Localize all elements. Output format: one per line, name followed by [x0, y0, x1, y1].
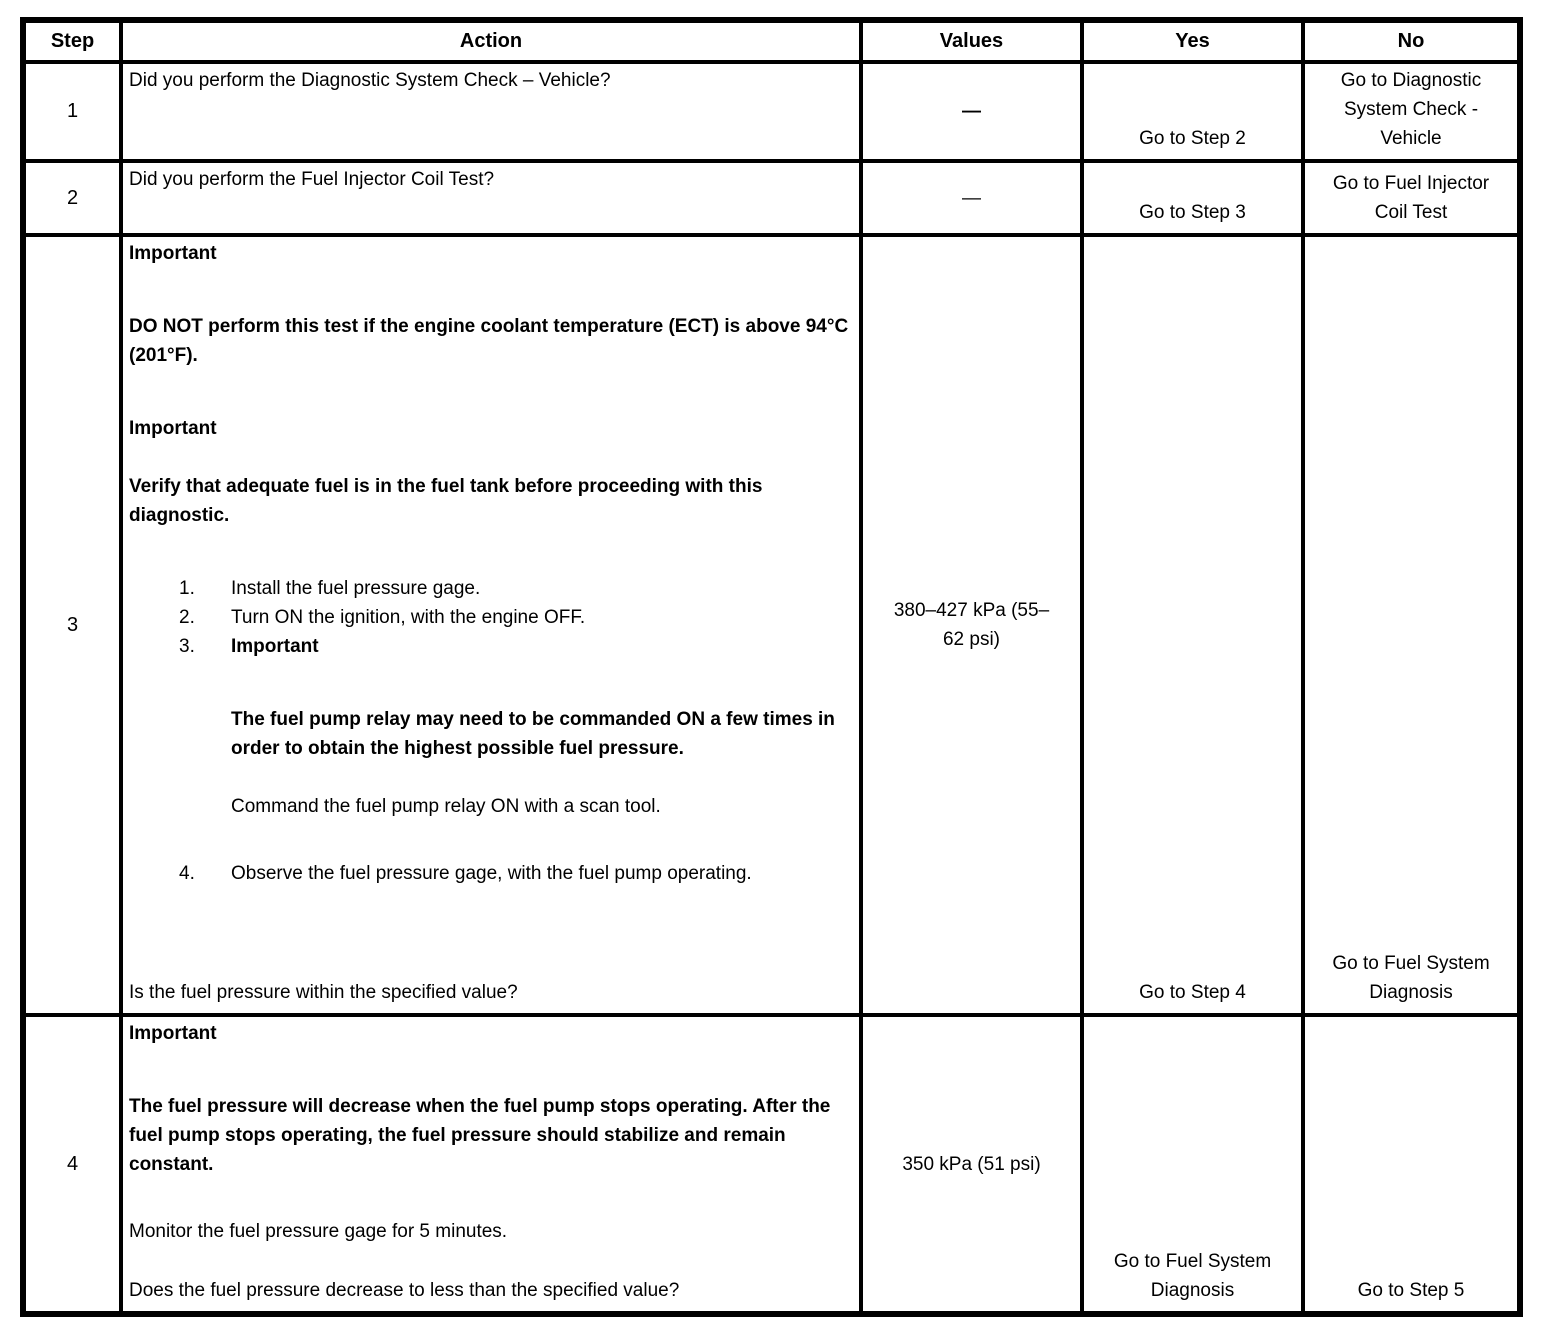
important-label: Important: [231, 636, 319, 657]
list-item-1: [129, 574, 853, 603]
no-cell: Go to Step 5: [1303, 1015, 1520, 1314]
list-item-text: Install the fuel pressure gage.: [231, 578, 481, 599]
yes-cell: Go to Step 2: [1082, 62, 1303, 161]
procedure-list: [129, 574, 853, 888]
list-item-number: 2.: [179, 607, 195, 628]
yes-cell: Go to Step 4: [1082, 235, 1303, 1015]
action-cell: [121, 62, 861, 161]
values-cell: [861, 62, 1082, 161]
step-number: 1: [23, 62, 121, 161]
action-cell: [121, 1015, 861, 1314]
no-cell: Go to Fuel Injector Coil Test: [1303, 161, 1520, 235]
important-label: Important: [129, 1023, 217, 1044]
values-cell: [861, 1015, 1082, 1314]
list-item-4: [129, 859, 853, 888]
table-row-step-3: [23, 235, 1520, 1015]
step-number: 3: [23, 235, 121, 1015]
step-number: 4: [23, 1015, 121, 1314]
action-question: Did you perform the Fuel Injector Coil Test?: [129, 169, 495, 190]
important-label: Important: [129, 418, 217, 439]
no-cell: Go to Diagnostic System Check - Vehicle: [1303, 62, 1520, 161]
list-item-text: Turn ON the ignition, with the engine OFF.: [231, 607, 586, 628]
header-step: Step: [23, 20, 121, 62]
table-row-step-2: [23, 161, 1520, 235]
header-row: [23, 20, 1520, 62]
monitor-instruction: Monitor the fuel pressure gage for 5 minutes.: [129, 1221, 508, 1242]
warning-ect-text: DO NOT perform this test if the engine coolant temperature (ECT) is above 94°C (201°F).: [129, 316, 849, 366]
important-label: Important: [129, 243, 217, 264]
table-row-step-4: [23, 1015, 1520, 1314]
list-item-2: [129, 603, 853, 632]
no-cell: Go to Fuel System Diagnosis: [1303, 235, 1520, 1015]
fuel-pump-relay-note: The fuel pump relay may need to be commanded ON a few times in order to obtain the highest possible fuel pressure.: [231, 709, 835, 759]
list-item-text: Observe the fuel pressure gage, with the fuel pump operating.: [231, 863, 752, 884]
list-item-number: 3.: [179, 636, 195, 657]
action-cell: [121, 235, 861, 1015]
yes-cell: Go to Fuel System Diagnosis: [1082, 1015, 1303, 1314]
step-number: 2: [23, 161, 121, 235]
values-dash: —: [962, 187, 981, 209]
values-cell: [861, 161, 1082, 235]
action-question: Did you perform the Diagnostic System Check – Vehicle?: [129, 70, 611, 91]
pressure-spec: 380–427 kPa (55–62 psi): [893, 600, 1050, 650]
action-cell: [121, 161, 861, 235]
values-cell: [861, 235, 1082, 1015]
action-question: Does the fuel pressure decrease to less than the specified value?: [129, 1280, 680, 1301]
diagnostic-procedure-table: [20, 17, 1523, 1317]
list-item-number: 4.: [179, 863, 195, 884]
table-row-step-1: [23, 62, 1520, 161]
header-action: Action: [121, 20, 861, 62]
header-no: No: [1303, 20, 1520, 62]
values-dash: —: [962, 101, 981, 122]
action-question: Is the fuel pressure within the specified value?: [129, 982, 518, 1003]
warning-fuel-text: Verify that adequate fuel is in the fuel tank before proceeding with this diagnostic.: [129, 476, 763, 526]
header-yes: Yes: [1082, 20, 1303, 62]
scan-tool-command: Command the fuel pump relay ON with a scan tool.: [231, 796, 661, 817]
list-item-number: 1.: [179, 578, 195, 599]
header-values: Values: [861, 20, 1082, 62]
yes-cell: Go to Step 3: [1082, 161, 1303, 235]
list-item-3: [129, 632, 853, 821]
pressure-spec: 350 kPa (51 psi): [902, 1153, 1041, 1175]
pressure-decrease-note: The fuel pressure will decrease when the fuel pump stops operating. After the fuel pump stops operating, the fuel pressure should stabilize and remain constant.: [129, 1096, 831, 1175]
